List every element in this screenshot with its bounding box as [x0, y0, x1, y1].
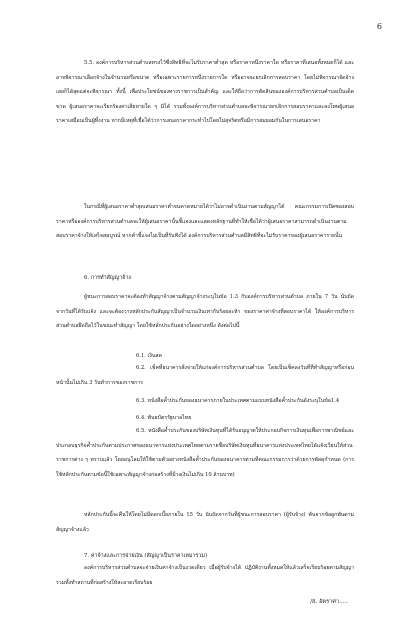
- section-6-closing: หลักประกันนี้จะคืนให้โดยไม่มีดอกเบี้ยภายใน 15 วัน นับถัดจากวันที่ผู้ชนะการสอบราคา (ผู้รับจ้าง) พ้นจากข้อผูกพันตามสัญญาจ้างแล้ว: [56, 512, 354, 533]
- item-6-1: 6.1. เงินสด: [136, 353, 162, 359]
- section-7-heading: 7. ค่าจ้างและการจ่ายเงิน (สัญญาเป็นราคาเหมารวม): [84, 553, 208, 559]
- next-page-marker: /8. อัตราค่า.....: [310, 599, 348, 605]
- section-6-heading: 6. การทำสัญญาจ้าง: [84, 275, 131, 281]
- paragraph-5-5: 5.5. องค์การบริหารส่วนตำบลทรงไว้ซึ่งสิทธิที่จะไม่รับราคาต่ำสุด หรือราคาหนึ่งราคาใด หรือราคาที่เสนอทั้งหมดก็ได้ และอาจพิจารณาเลือกจ้างในจำนวนหรือขนาด หรือเฉพาะรายการหนึ่งรายการใด หรืออาจจะยกเลิกการสอบราคา โดยไม่พิจารณาจัดจ้างเลยก็ได้สุดแต่จะพิจารณา ทั้งนี้ เพื่อประโยชน์ของทางราชการเป็นสำคัญ และให้ถือว่าการตัดสินขององค์การบริหารส่วนตำบลเป็นเด็ดขาด ผู้เสนอราคาจะเรียกร้องค่าเสียหายใด ๆ มิได้ รวมทั้งองค์การบริหารส่วนตำบลจะพิจารณายกเลิกการสอบราคาและลงโทษผู้เสนอราคาเสมือนเป็นผู้ทิ้งงาน หากมีเหตุที่เชื่อได้ว่าการเสนอราคากระทำไปโดยไม่สุจริตหรือมีการสมยอมกันในการเสนอราคา: [56, 60, 354, 125]
- item-6-4: 6.4. พันธบัตรรัฐบาลไทย: [136, 415, 192, 421]
- item-6-3: 6.3. หนังสือค้ำประกันของธนาคารภายในประเทศตามแบบหนังสือค้ำประกันดังระบุในข้อ1.4: [136, 398, 340, 404]
- item-6-2: 6.2. เช็คที่ธนาคารสั่งจ่ายให้แก่องค์การบริหารส่วนตำบล โดยเป็นเช็คลงวันที่ที่ทำสัญญาหรือก่อนหน้านั้นไม่เกิน 3 วันทำการของราชการ: [56, 365, 354, 386]
- paragraph-low-bid: ในกรณีที่ผู้เสนอราคาต่ำสุดเสนอราคาต่ำจนคาดหมายได้ว่าไม่อาจดำเนินงานตามสัญญาได้ คณะกรรมการเปิดซองสอบราคาหรือองค์การบริหารส่วนตำบลจะให้ผู้เสนอราคานั้นชี้แจงและแสดงหลักฐานที่ทำให้เชื่อได้ว่าผู้เสนอราคาสามารถดำเนินงานตามสอบราคาจ้างให้เสร็จสมบูรณ์ หากคำชี้แจงไม่เป็นที่รับฟังได้ องค์การบริหารส่วนตำบลมีสิทธิที่จะไม่รับราคาของผู้เสนอราคารายนั้น: [56, 204, 354, 240]
- item-6-5: 6.5. หนังสือค้ำประกันของบริษัทเงินทุนที่ได้รับอนุญาตให้ประกอบกิจการเงินทุนเพื่อการพาณิชย์และประกอบธุรกิจค้ำประกันตามประกาศของธนาคารแห่งประเทศไทยตามรายชื่อบริษัทเงินทุนที่ธนาคารแห่งประเทศไทยได้แจ้งเวียนให้ส่วนราชการต่าง ๆ ทราบแล้ว โดยอนุโลมให้ใช้ตามตัวอย่างหนังสือค้ำประกันของธนาคารตามที่คณะกรรมการว่าด้วยการพัสดุกำหนด (การใช้หลักประกันตามข้อนี้ใช้เฉพาะสัญญาจ้างก่อสร้างที่มีวงเงินไม่เกิน 10 ล้านบาท): [56, 428, 354, 478]
- page-number: 6: [376, 22, 382, 31]
- section-7-body: องค์การบริหารส่วนตำบลจะจ่ายเงินค่าจ้างเป็นงวดเดียว เมื่อผู้รับจ้างได้ ปฏิบัติงานทั้งหมดให้แล้วเสร็จเรียบร้อยตามสัญญา รวมทั้งทำสถานที่ก่อสร้างให้สะอาดเรียบร้อย: [56, 565, 354, 586]
- section-6-body: ผู้ชนะการสอบราคาจะต้องทำสัญญาจ้างตามสัญญาจ้างระบุในข้อ 1.3 กับองค์การบริหารส่วนตำบล ภายใน 7 วัน นับถัดจากวันที่ได้รับแจ้ง และจะต้องวางหลักประกันสัญญาเป็นจำนวนเงินเท่ากับร้อยละห้า ของราคาค่าจ้างที่สอบราคาได้ ให้องค์การบริหารส่วนตำบลยึดถือไว้ในขณะทำสัญญา โดยใช้หลักประกันอย่างใดอย่างหนึ่ง ดังต่อไปนี้: [56, 294, 354, 330]
